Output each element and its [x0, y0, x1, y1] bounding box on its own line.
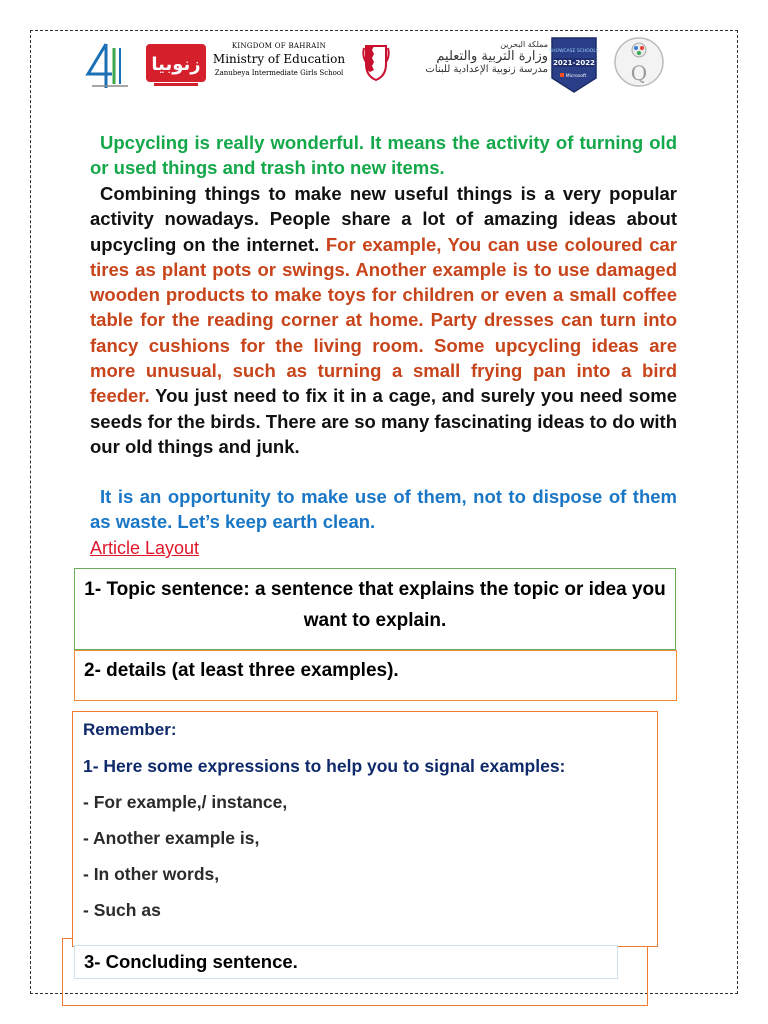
svg-text:2021-2022: 2021-2022 — [553, 59, 595, 67]
expression-item: - In other words, — [83, 864, 220, 884]
zanubiya-logo — [146, 42, 206, 88]
arabic-ministry-title — [424, 40, 548, 90]
remember-subtitle: 1- Here some expressions to help you to signal examples: — [83, 756, 566, 776]
school-name: Zanubeya Intermediate Girls School — [214, 69, 344, 77]
details-box: 2- details (at least three examples). — [74, 650, 677, 701]
arabic-kingdom: مملكة البحرين — [500, 40, 548, 49]
conclusion-paragraph — [90, 484, 677, 535]
body-text-part1: Combining things to make new useful things is a very popular activity nowadays. People share a lot of amazing ideas about upcycling on the internet. — [90, 183, 677, 255]
remember-title: Remember: — [83, 720, 177, 739]
ministry-title-block — [210, 42, 348, 77]
svg-text:Q: Q — [630, 61, 648, 85]
body-paragraph — [90, 181, 677, 459]
anniversary-40-logo — [84, 40, 132, 92]
concluding-sentence-box: 3- Concluding sentence. — [74, 945, 618, 979]
expression-item: - For example,/ instance, — [83, 792, 288, 812]
expression-item: - Another example is, — [83, 828, 260, 848]
svg-text:Microsoft: Microsoft — [565, 74, 587, 79]
header-logos — [84, 36, 674, 96]
topic-sentence-box: 1- Topic sentence: a sentence that explains the topic or idea you want to explain. — [74, 568, 676, 650]
svg-text:زنوبيا: زنوبيا — [151, 54, 201, 75]
intro-text: Upcycling is really wonderful. It means the activity of turning old or used things and trash into new items. — [90, 132, 677, 179]
body-text-part2: You just need to fix it in a cage, and surely you need some seeds for the birds. There are so many fascinating ideas to do with our old things and junk. — [90, 385, 678, 457]
svg-text:SHOWCASE SCHOOLS: SHOWCASE SCHOOLS — [549, 49, 599, 54]
arabic-school: مدرسة زنوبية الإعدادية للبنات — [425, 64, 548, 75]
ministry-name: Ministry of Education — [212, 52, 346, 66]
conclusion-text: It is an opportunity to make use of them, not to dispose of them as waste. Let’s keep earth clean. — [90, 486, 677, 533]
arabic-ministry: وزارة التربية والتعليم — [436, 49, 548, 64]
remember-box — [72, 711, 658, 947]
quality-q-badge — [612, 36, 666, 92]
showcase-schools-badge — [548, 36, 600, 94]
kingdom-label: KINGDOM OF BAHRAIN — [231, 42, 327, 50]
body-examples-text: For example, You can use coloured car tires as plant pots or swings. Another example is to use damaged wooden products to make toys for children or even a small coffee table for the reading corner at home. Party dresses can turn into fancy cushions for the living room. Some upcycling ideas are more unusual, such as turning a small frying pan into a bird feeder. — [90, 233, 677, 407]
expression-item: - Such as — [83, 900, 161, 920]
bahrain-emblem-icon — [362, 42, 390, 82]
article-layout-heading: Article Layout — [90, 538, 200, 558]
intro-paragraph — [90, 130, 677, 181]
